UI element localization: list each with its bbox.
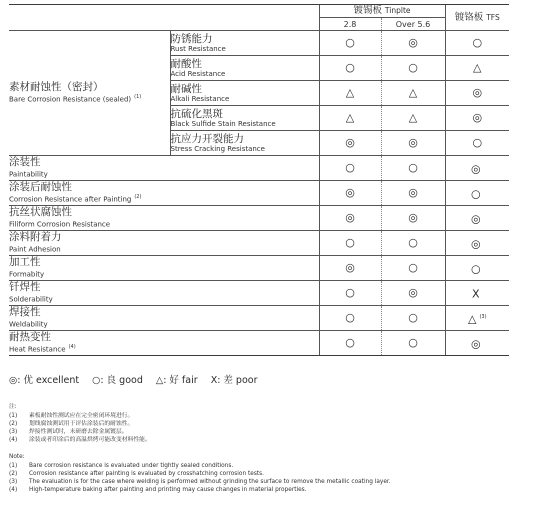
rating-cell: △ <box>381 81 445 106</box>
rating-cell: X <box>445 281 509 306</box>
legend-fair: △: 好 fair <box>155 375 198 386</box>
property-row: 涂料附着力 Paint Adhesion ○ ○ ◎ <box>9 231 509 256</box>
property-row: 涂装后耐蚀性 Corrosion Resistance after Painting $^{(2)}$ ◎ ◎ ○ <box>9 181 509 206</box>
rating-cell: ◎ <box>319 256 381 281</box>
rating-cell: ◎ <box>319 181 381 206</box>
rating-cell: ◎ <box>381 131 445 156</box>
note-en-item: (3) The evaluation is for the case where welding is performed without grinding the surface to remove the metallic coating layer. <box>9 479 391 485</box>
note-cn-item: (2) 划线腐蚀测试用于评估涂装后的耐蚀性。 <box>9 421 134 427</box>
rating-cell: ◎ <box>445 81 509 106</box>
rating-cell: △ <box>445 56 509 81</box>
sub-row: 耐酸性 Acid Resistance ○ ○ △ <box>9 56 509 81</box>
legend-good: ○: 良 good <box>92 375 143 386</box>
rating-cell: ○ <box>319 306 381 331</box>
header-row-2 <box>9 18 509 31</box>
notes-cn-title: 注: <box>9 404 17 410</box>
bare-corrosion-group-label: 素材耐蚀性（密封） Bare Corrosion Resistance (sealed) $^{(1)}$ <box>9 31 170 156</box>
rating-cell: ◎ <box>445 231 509 256</box>
rating-cell: ◎ <box>381 281 445 306</box>
col-2-8-header: 2.8 <box>319 18 381 31</box>
header-row-1 <box>9 5 509 18</box>
notes-en-title: Note: <box>9 454 25 460</box>
property-table <box>9 4 509 356</box>
rating-cell: ○ <box>319 281 381 306</box>
legend-poor: X: 差 poor <box>210 375 258 386</box>
note-cn-item: (3) 焊接性测试时，未研磨去除金属镀层。 <box>9 429 128 435</box>
rating-cell: ◎ <box>381 31 445 56</box>
footnotes <box>9 403 549 494</box>
rating-cell: △ <box>381 106 445 131</box>
property-row: 焊接性 Weldability ○ ○ △ $^{(3)}$ <box>9 306 509 331</box>
property-row: 钎焊性 Solderability ○ ◎ X <box>9 281 509 306</box>
property-row: 加工性 Formabity ◎ ○ ○ <box>9 256 509 281</box>
rating-cell: ○ <box>445 131 509 156</box>
rating-cell: ○ <box>381 256 445 281</box>
legend-excellent: ◎: 优 excellent <box>9 375 80 386</box>
note-en-item: (4) High-temperature baking after painting and printing may cause changes in material properties. <box>9 487 307 493</box>
sub-row: 抗硫化黑斑 Black Sulfide Stain Resistance △ △ ◎ <box>9 106 509 131</box>
col-over-5-6-header: Over 5.6 <box>381 18 445 31</box>
rating-cell: △ $^{(3)}$ <box>445 306 509 331</box>
rating-cell: ○ <box>319 56 381 81</box>
rating-cell: ○ <box>381 231 445 256</box>
rating-cell: ◎ <box>381 206 445 231</box>
rating-cell: ○ <box>319 31 381 56</box>
rating-cell: ◎ <box>381 181 445 206</box>
tinplate-header: 镀锡板 Tinplte <box>319 5 445 18</box>
rating-cell: ○ <box>381 56 445 81</box>
tfs-header: 镀铬板 TFS <box>445 5 509 31</box>
property-row: 耐热变性 Heat Resistance $^{(4)}$ ○ ○ ◎ <box>9 331 509 356</box>
rating-cell: ○ <box>445 256 509 281</box>
note-cn-item: (4) 涂装或者印涂后的高温烘烤可能改变材料性能。 <box>9 437 151 443</box>
rating-cell: △ <box>319 106 381 131</box>
note-en-item: (1) Bare corrosion resistance is evaluated under tightly sealed conditions. <box>9 463 234 469</box>
rating-cell: ◎ <box>445 156 509 181</box>
rating-cell: ◎ <box>319 206 381 231</box>
sub-row: 素材耐蚀性（密封） Bare Corrosion Resistance (sealed) $^{(1)}$ 防锈能力 Rust Resistance ○ ◎ ○ <box>9 31 509 56</box>
rating-cell: ◎ <box>445 106 509 131</box>
rating-cell: ○ <box>319 331 381 356</box>
sub-row: 耐碱性 Alkali Resistance △ △ ◎ <box>9 81 509 106</box>
rating-cell: ○ <box>381 331 445 356</box>
rating-cell: ○ <box>381 156 445 181</box>
sub-row: 抗应力开裂能力 Stress Cracking Resistance ◎ ◎ ○ <box>9 131 509 156</box>
rating-cell: ○ <box>445 31 509 56</box>
rating-cell: ○ <box>319 156 381 181</box>
rating-cell: ◎ <box>319 131 381 156</box>
property-row: 涂装性 Paintability ○ ○ ◎ <box>9 156 509 181</box>
rating-cell: ◎ <box>445 331 509 356</box>
note-en-item: (2) Corrosion resistance after painting is evaluated by crosshatching corrosion tests. <box>9 471 264 477</box>
rating-cell: △ <box>319 81 381 106</box>
rating-cell: ◎ <box>445 206 509 231</box>
rating-cell: ○ <box>445 181 509 206</box>
property-row: 抗丝状腐蚀性 Filiform Corrosion Resistance ◎ ◎ ◎ <box>9 206 509 231</box>
rating-cell: ○ <box>319 231 381 256</box>
note-cn-item: (1) 素板耐蚀性测试应在完全密闭环境进行。 <box>9 413 134 419</box>
rating-legend <box>9 372 268 386</box>
rating-cell: ○ <box>381 306 445 331</box>
